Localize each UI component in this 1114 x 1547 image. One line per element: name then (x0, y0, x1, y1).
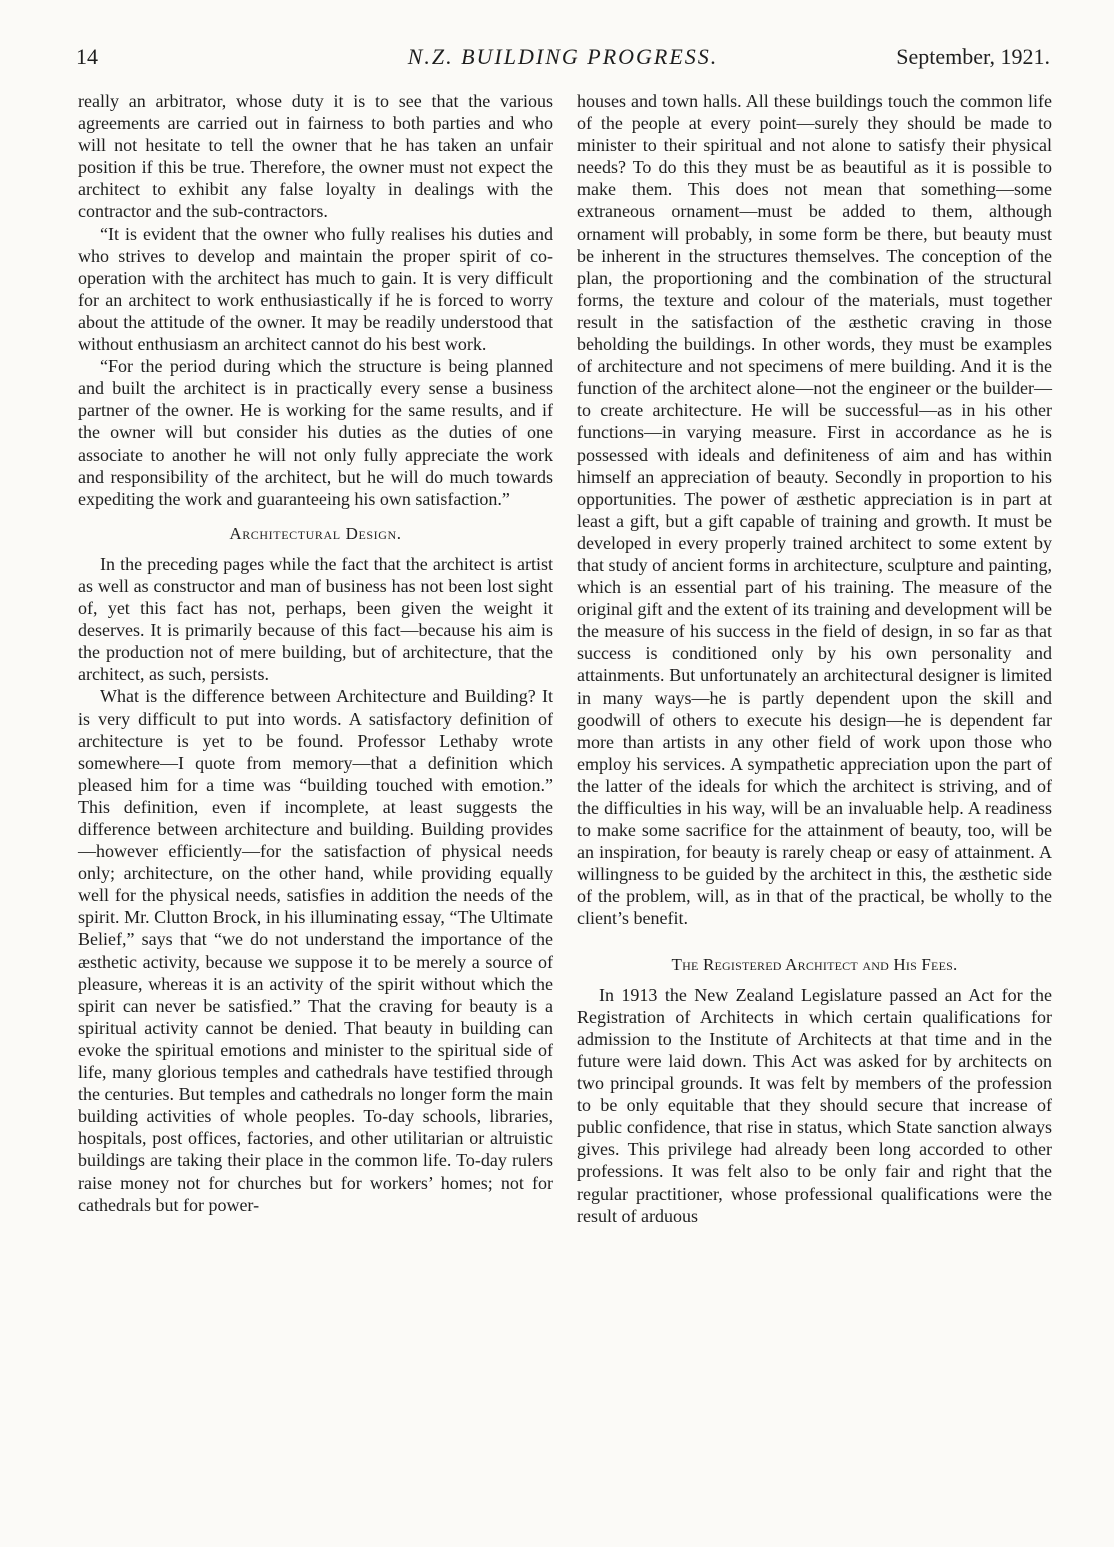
publication-title: N.Z. BUILDING PROGRESS. (407, 44, 719, 69)
paragraph: “It is evident that the owner who fully realises his duties and who strives to develop and maintain the proper spirit of co-operation with the architect has much to gain. It is very difficult for an architect to work enthusiastically if he is forced to worry about the attitude of the owner. It may be readily understood that without enthusiasm an architect cannot do his best work. (78, 223, 553, 355)
issue-date: September, 1921. (896, 44, 1050, 69)
section-heading: The Registered Architect and His Fees. (671, 954, 958, 974)
left-column (78, 90, 553, 1216)
page-header (76, 44, 1050, 78)
paragraph: houses and town halls. All these buildings touch the common life of the people at every point—surely they should be made to minister to their spiritual and not alone to satisfy their physical needs? To do this they must be as beautiful as it is possible to make them. This does not mean that something—some extraneous ornament—must be added to them, although ornament will probably, in some form be there, but beauty must be inherent in the structures themselves. The conception of the plan, the proportioning and the combination of the structural forms, the texture and colour of the materials, must together result in the satisfaction of the æsthetic craving in those beholding the buildings. In other words, they must be examples of architecture and not specimens of mere building. And it is the function of the architect alone—not the engineer or the builder—to create architecture. He will be successful—as in his other functions—in varying measure. First in accordance as he is possessed with ideals and definiteness of aim and has within himself an appreciation of beauty. Secondly in proportion to his opportunities. The power of æsthetic appreciation is in part at least a gift, but a gift capable of training and growth. It must be developed in every properly trained architect to some extent by that study of ancient forms in architecture, sculpture and painting, which is an essential part of his training. The measure of the original gift and the extent of its training and development will be the measure of his success in the field of design, in so far as that success is conditioned only by his own personality and attainments. But unfortunately an architectural designer is limited in many ways—he is partly dependent upon the skill and goodwill of others to execute his design—he is dependent far more than artists in any other field of work upon those who employ his services. A sympathetic appreciation upon the part of the latter of the ideals for which the architect is striving, and of the difficulties in his way, will be an invaluable help. A readiness to make some sacrifice for the attainment of beauty, too, will be an inspiration, for beauty is rarely cheap or easy of attainment. A willingness to be guided by the architect in this, the æsthetic side of the problem, will, as in that of the practical, be wholly to the client’s benefit. (577, 91, 1052, 929)
page-number: 14 (76, 44, 98, 69)
right-column (577, 90, 1052, 1227)
paragraph: In the preceding pages while the fact that the architect is artist as well as constructor and man of business has not been lost sight of, yet this fact has not, perhaps, been given the weight it deserves. It is primarily because of this fact—because his aim is the production not of mere building, but of architecture, that the architect, as such, persists. (78, 553, 553, 685)
paragraph: In 1913 the New Zealand Legislature passed an Act for the Registration of Architects in which certain qualifications for admission to the Institute of Architects at that time and in the future were laid down. This Act was asked for by architects on two principal grounds. It was felt by members of the profession to be only equitable that they should secure that increase of public confidence, that rise in status, which State sanction always gives. This privilege had already been long accorded to other professions. It was felt also to be only fair and right that the regular practitioner, whose professional qualifications were the result of arduous (577, 984, 1052, 1226)
paragraph: What is the difference between Architecture and Building? It is very difficult to put into words. A satisfactory definition of architecture is yet to be found. Professor Lethaby wrote somewhere—I quote from memory—that a definition which pleased him for a time was “building touched with emotion.” This definition, even if incomplete, at least suggests the difference between architecture and building. Building provides—however efficiently—for the satisfaction of physical needs only; architecture, on the other hand, while providing equally well for the physical needs, satisfies in addition the needs of the spirit. Mr. Clutton Brock, in his illuminating essay, “The Ultimate Belief,” says that “we do not understand the importance of the æsthetic activity, because we suppose it to be merely a source of pleasure, whereas it is an activity of the spirit without which the spirit can never be satisfied.” That the craving for beauty is a spiritual activity cannot be denied. That beauty in building can evoke the spiritual emotions and minister to the spiritual side of life, many glorious temples and cathedrals have testified through the centuries. But temples and cathedrals no longer form the main building activities of whole peoples. To-day schools, libraries, hospitals, post offices, factories, and other utilitarian or altruistic buildings are taking their place in the common life. To-day rulers raise money not for churches but for workers’ homes; not for cathedrals but for power- (78, 686, 553, 1215)
paragraph: “For the period during which the structure is being planned and built the architect is in practically every sense a business partner of the owner. He is working for the same results, and if the owner will but consider his duties as the duties of one associate to another he will not only fully appreciate the work and responsibility of the architect, but he will do much towards expediting the work and guaranteeing his own satisfaction.” (78, 356, 553, 509)
section-heading: Architectural Design. (229, 523, 402, 543)
paragraph: really an arbitrator, whose duty it is to see that the various agreements are carried out in fairness to both parties and who will not hesitate to tell the owner that he has taken an unfair position if this be true. Therefore, the owner must not expect the architect to exhibit any false loyalty in dealings with the contractor and the sub-contractors. (78, 91, 553, 222)
